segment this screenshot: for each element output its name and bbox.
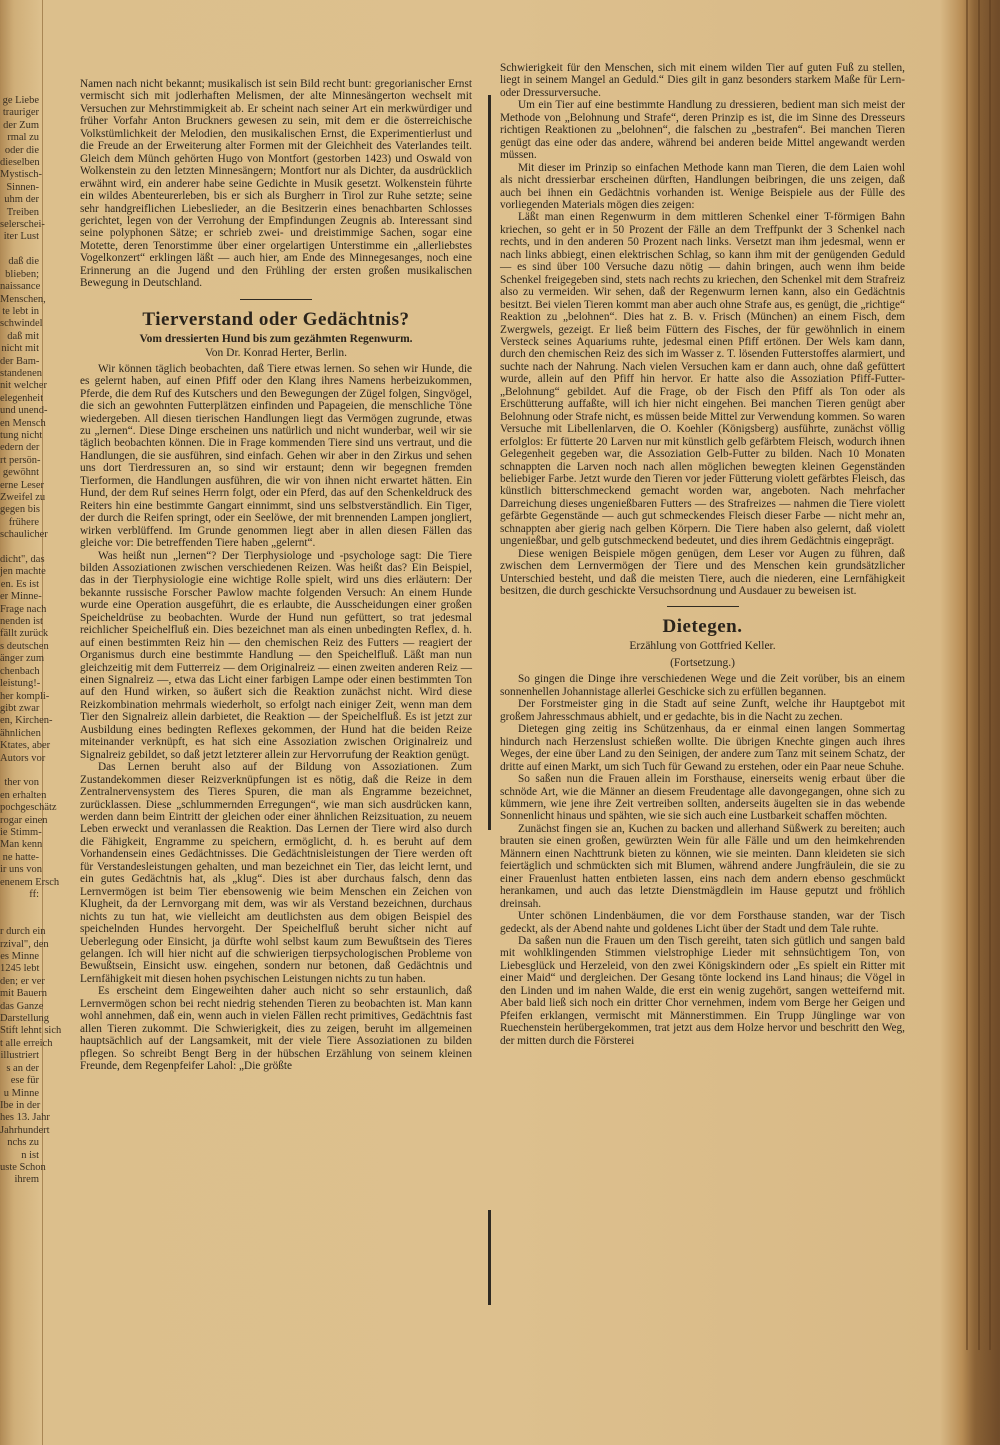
margin-fragment: oder die — [4, 144, 39, 156]
margin-fragment: u Minne — [3, 1087, 39, 1099]
article-paragraph: Um ein Tier auf eine bestimmte Handlung zu dressieren, bedient man sich meist der Methode von „Belohnung und Strafe“, deren Prinzip es ist, die im Sinne des Dresseurs richtigen Reaktionen zu „belohnen“, die falschen zu „bestrafen“. Bei manchen Tieren genügt das eine oder das andere, während bei anderen beide Mittel angewandt werden müssen. — [500, 99, 905, 162]
margin-fragment: en, Kirchen- — [0, 715, 53, 727]
margin-fragment: rt persön- — [0, 454, 41, 466]
margin-fragment: en. Es ist — [0, 578, 39, 590]
page-edge — [966, 0, 968, 1350]
margin-fragment: iter Lust — [3, 231, 39, 243]
story-continuation-note: (Fortsetzung.) — [670, 657, 735, 670]
margin-fragment: schaulicher — [0, 529, 48, 541]
margin-fragment: en Mensch — [0, 417, 46, 429]
margin-fragment: Mystisch- — [0, 169, 42, 181]
article-byline: Von Dr. Konrad Herter, Berlin. — [204, 346, 348, 359]
margin-fragment: Darstellung — [0, 1013, 49, 1025]
article-paragraph: Es erscheint dem Eingeweihten daher auch nicht so sehr erstaunlich, daß Lernvermögen schon bei recht niedrig stehenden Tieren zu beobachten ist. Man kann wohl annehmen, daß ein, wenn auch in vielen Fällen recht primitives, Gedächtnis fast allen Tieren zukommt. Die Schwierigkeit, dies zu zeigen, beruht im allgemeinen hauptsächlich auf der Langsamkeit, mit der viele Tiere Assoziationen zu bilden pflegen. So schreibt Bengt Berg in der hübschen Erzählung von seinem kleinen Freunde, dem Regenpfeifer Lahol: „Die größte — [80, 985, 472, 1073]
story-paragraph: Zunächst fingen sie an, Kuchen zu backen und allerhand Süßwerk zu bereiten; auch brauten sie einen großen, gewürzten Wein für alle Fälle und um den heimkehrenden Männern einen Nachttrunk bieten zu können, wie sie meinten. Dann kleideten sie sich feiertäglich und schmückten sich mit Blumen, während andere Jungfräulein, die sie zu einer Frauenlust hatten entbieten lassen, eins nach dem andern ebenso geschmückt herankamen, und auch das letzte Dienstmägdlein im Hause geputzt und fröhlich dreinsah. — [500, 822, 905, 910]
column-rule — [488, 95, 491, 830]
margin-fragment — [0, 901, 42, 913]
margin-fragment: Jahrhundert — [0, 1124, 50, 1136]
margin-fragment — [0, 765, 42, 777]
left-column — [80, 78, 472, 1073]
margin-fragment: dicht", das — [0, 554, 45, 566]
margin-fragment: leistung!- — [0, 678, 41, 690]
margin-fragment: daß mit — [7, 330, 39, 342]
story-title: Dietegen. — [662, 616, 743, 638]
story-paragraph: Dietegen ging zeitig ins Schützenhaus, da er einmal einen langen Sommertag hindurch nach Herzenslust schießen wollte. Die übrigen Knechte gingen auch ihres Weges, der eine über Land zu den Seinigen, der andere zum Tanz mit seinem Schatz, der dritte auf einen Markt, um sich Tuch für Gewand zu erstehen, oder ein Paar neue Schuhe. — [500, 723, 905, 773]
margin-fragment: selerschei- — [0, 219, 45, 231]
margin-fragment — [0, 542, 42, 554]
margin-fragment: nicht mit — [1, 343, 39, 355]
margin-fragment: hes 13. Jahr — [0, 1112, 50, 1124]
margin-fragment: daß die — [8, 256, 39, 268]
margin-fragment: änger zum — [0, 653, 45, 665]
separator-line — [240, 299, 312, 300]
article-paragraph: Das Lernen beruht also auf der Bildung von Assoziationen. Zum Zustandekommen dieser Reizverknüpfungen ist es nötig, daß die Reize in dem Zentralnervensystem des Tieres Spuren, die man als Engramme bezeichnet, zurücklassen. Diese „schlummernden Erregungen“, wie man sich ausdrücken kann, werden dann beim Eintritt der gleichen oder einer ähnlichen Reizsituation, zu neuem Leben erweckt und veranlassen die Reaktion. Das Lernen der Tiere wird also durch die Fähigkeit, Engramme zu speichern, ermöglicht, d. h. es beruht auf dem Vorhandensein eines Gedächtnisses. Die Gedächtnisleistungen der Tiere werden oft für Verstandesleistungen gehalten, und man bezeichnet ein Tier, das leicht lernt, und ein gutes Gedächtnis hat, als „klug“. Dies ist aber durchaus falsch, denn das Lernvermögen ist beim Tier ebensowenig wie beim Menschen ein Zeichen von Klugheit, da der Lernvorgang mit dem, was wir als Verstand bezeichnen, durchaus nichts zu tun hat, wie vielleicht am deutlichsten aus dem obigen Beispiel des speichelnden Hundes hervorgeht. Der Speichelfluß beruht sicher nicht auf Ueberlegung oder Einsicht, ja dürfte wohl selbst kaum zum Bewußtsein des Tieres gelangen. Ich will hier nicht auf die schwierigen tierpsychologischen Probleme von Bewußtsein, Einsicht usw. eingehen, sondern nur betonen, daß Gedächtnis und Lernfähigkeit mit diesen hohen psychischen Leistungen nichts zu tun haben. — [80, 761, 472, 985]
margin-fragment: uhm der — [4, 194, 39, 206]
margin-fragment: chenbach — [0, 665, 40, 677]
margin-fragment: Zweifel zu — [0, 492, 46, 503]
margin-fragment: erne Leser — [0, 479, 45, 491]
margin-fragment: elegenheit — [0, 392, 44, 404]
separator-line — [667, 606, 739, 607]
margin-fragment: edern der — [0, 442, 40, 454]
margin-fragment: enenem Ersch — [0, 876, 60, 888]
previous-page-margin — [0, 0, 62, 1445]
article-paragraph: Läßt man einen Regenwurm in dem mittleren Schenkel einer T-förmigen Bahn kriechen, so geht er in 50 Prozent der Fälle an dem Treffpunkt der 3 Schenkel nach rechts, und in den anderen 50 Prozent nach links. Versetzt man ihm jedesmal, wenn er nach links abbiegt, einen elektrischen Schlag, so kann ihm mit der genügenden Geduld — es sind über 100 Versuche dazu nötig — dahin bringen, auch wenn ihm beide Schenkel freigegeben sind, stets nach rechts zu kriechen, den Schenkel mit dem Strafreiz also zu vermeiden. Wir sehen, daß der Regenwurm lernen kann, also ein Gedächtnis besitzt. Bei vielen Tieren kommt man aber auch ohne Strafe aus, es genügt, die „richtige“ Reaktion zu „belohnen“. Dies hat z. B. v. Frisch (München) an einem Fisch, dem Zwergwels, gezeigt. Er ließ beim Füttern des Fisches, der für gewöhnlich in einem Versteck seines Aquariums ruhte, jedesmal einen Pfiff ertönen. Der Wels kam dann, durch den chemischen Reiz des sich im Wasser z. T. lösenden Futterstoffes alarmiert, und suchte nach der Nahrung. Nach vielen Versuchen kam er dann auch, ohne daß gefüttert wurde, allein auf den Pfiff hin hervor. Er hatte also die Assoziation Pfiff-Futter-„Belohnung“ gebildet. Auf die Frage, ob der Fisch den Pfiff als Ton oder als Erschütterung auffaßte, will ich hier nicht eingehen. Bei manchen Tieren genügt aber Belohnung oder Strafe nicht, es müssen beide Mittel zur Verwendung kommen. So waren Versuche mit Libellenlarven, die O. Koehler (Königsberg) ausführte, zunächst völlig erfolglos: Er fütterte 20 Larven nur mit künstlich gelb gefärbtem Fleisch, wodurch ihnen Gelegenheit gegeben war, die Assoziation Gelb-Futter zu bilden. Nach 10 Monaten schnappten die Larven noch nach allen möglichen bewegten kleinen Gegenständen beliebiger Farbe. Jetzt wurde den Tieren vor jeder Fütterung violett gefärbtes Fleisch, das künstlich bitterschmeckend gemacht worden war, angeboten. Nach mehrfacher Darreichung dieses ungenießbaren Futters — des Strafreizes — nahmen die Tiere violett gefärbte Gegenstände — auch gut schmeckendes Fleisch dieser Farbe — nicht mehr an, schnappten aber gierig nach gelben Körpern. Die Tiere haben also gelernt, daß violett ungenießbar, und gelb gutschmeckend bedeutet, und dies ihrem Gedächtnis eingeprägt. — [500, 211, 905, 548]
story-paragraph: Unter schönen Lindenbäumen, die vor dem Forsthause standen, war der Tisch gedeckt, als der Abend nahte und goldenes Licht über der Stadt und dem Tale ruhte. — [500, 910, 905, 935]
margin-fragment: ähnlichen — [0, 727, 41, 739]
margin-fragment: ese für — [10, 1075, 39, 1087]
margin-fragment: uste Schon — [0, 1161, 46, 1173]
margin-fragment: Ibe in der — [0, 1099, 41, 1111]
page-edge — [978, 0, 980, 1350]
margin-fragment: fällt zurück — [0, 628, 49, 640]
margin-fragment: te lebt in — [2, 305, 39, 317]
margin-fragment: nchs zu — [7, 1137, 39, 1149]
margin-fragment: ie Stimm- — [0, 826, 42, 838]
margin-fragment: Man kenn — [0, 839, 43, 851]
margin-fragment: n ist — [21, 1149, 39, 1161]
margin-fragment: illustriert — [0, 1050, 39, 1062]
margin-fragment: Treiben — [6, 206, 39, 218]
margin-fragment: ir uns von — [0, 864, 42, 876]
margin-fragment: der Zum — [3, 119, 39, 131]
margin-fragment: r durch ein — [0, 926, 46, 938]
margin-fragment: Stift lehnt sich — [0, 1025, 62, 1037]
margin-fragment: Autors vor — [0, 752, 46, 764]
article-title: Tierverstand oder Gedächtnis? — [142, 308, 410, 330]
story-paragraph: Da saßen nun die Frauen um den Tisch gereiht, taten sich gütlich und sangen bald mit wohlklingenden Stimmen vielstrophige Lieder mit sehnsüchtigem Ton, von Liebesglück und Herzeleid, von den zwei Königskindern oder „Es spielt ein Ritter mit einer Maid“ und dergleichen. Der Gesang tönte lockend ins Land hinaus; die Vögel in den Linden und im nahen Walde, die erst ein wenig zugehört, sangen wetteifernd mit. Aber bald ließ sich noch ein dritter Chor vernehmen, indem vom Berge her Geigen und Pfeifen erklangen, vermischt mit Männerstimmen. Ein Trupp Jünglinge war von Ruechenstein herübergekommen, trat jetzt aus dem Holze hervor und beschritt den Weg, der mitten durch die Försterei — [500, 935, 905, 1047]
margin-fragment: ff: — [29, 889, 39, 900]
margin-fragment — [0, 914, 42, 926]
margin-fragment: trauriger — [2, 107, 39, 119]
margin-fragment: 1245 lebt — [0, 963, 40, 975]
margin-fragment: nit welcher — [0, 380, 47, 392]
margin-fragment: ge Liebe — [2, 95, 39, 106]
page-edge — [989, 0, 991, 1350]
margin-fragment: nenden ist — [0, 616, 43, 628]
column-rule — [488, 1210, 491, 1305]
story-paragraph: So gingen die Dinge ihre verschiedenen Wege und die Zeit vorüber, bis an einem sonnenhellen Johannistage allerlei Geschicke sich zu erfüllen begannen. — [500, 673, 905, 698]
margin-fragment: und unend- — [0, 405, 48, 417]
article-paragraph: Wir können täglich beobachten, daß Tiere etwas lernen. So sehen wir Hunde, die es gelernt haben, auf einen Pfiff oder den Klang ihres Namens herbeizukommen, Pferde, die dem Ruf des Kutschers und den Bewegungen der Zügel folgen, Singvögel, die sich an gewohnten Futterplätzen einfinden und Papageien, die menschliche Töne wiedergeben. All diesen tierischen Handlungen liegt das Vermögen zugrunde, etwas zu „lernen“. Diese Dinge erscheinen uns natürlich und nicht wunderbar, weil wir sie täglich beobachten können. Die in Frage kommenden Tiere sind uns vertraut, und die Handlungen, die sie ausführen, sind einfach. Gehen wir aber in den Zirkus und sehen uns dort Tierdressuren an, so sind wir erstaunt; denn wir begegnen fremden Tierformen, die Handlungen ausführen, die wir von ihnen nicht erwartet hätten. Ein Hund, der dem Ruf seines Herrn folgt, oder ein Pferd, das auf den Schenkeldruck des Reiters hin eine bestimmte Gangart einnimmt, sind uns selbstverständlich. Ein Tiger, der durch die Reifen springt, oder ein Seelöwe, der mit brennenden Lampen jongliert, wirken verblüffend. Im Grunde genommen liegt aber in allen diesen Fällen das gleiche vor: Die betreffenden Tiere haben „gelernt“. — [80, 362, 472, 550]
margin-fragment: Frage nach — [0, 603, 47, 615]
margin-fragment — [0, 244, 42, 256]
margin-fragment: s deutschen — [0, 640, 49, 652]
margin-fragment: ihrem — [14, 1174, 39, 1186]
margin-fragment: t alle erreich — [0, 1037, 53, 1049]
margin-fragment: das Ganze — [0, 1000, 44, 1012]
margin-fragment: ther von — [4, 777, 39, 789]
margin-fragment: her kompli- — [0, 690, 50, 702]
article-paragraph: Schwierigkeit für den Menschen, sich mit einem wilden Tier auf guten Fuß zu stellen, liegt in seinem Mangel an Geduld.“ Dies gilt in ganz besonders starkem Maße für Lern- oder Dressurversuche. — [500, 62, 905, 99]
margin-fragment: der Bam- — [0, 355, 40, 367]
margin-fragment: standenen — [0, 367, 42, 379]
story-paragraph: Der Forstmeister ging in die Stadt auf seine Zunft, welche ihr Hauptgebot mit großem Jahresschmaus abhielt, und er gedachte, bis in die Nacht zu zechen. — [500, 698, 905, 723]
margin-fragment: dieselben — [0, 157, 40, 169]
margin-fragment: pochgeschätz — [0, 802, 57, 814]
margin-fragment: rmal zu — [7, 132, 39, 144]
margin-fragment: jen machte — [0, 566, 46, 578]
margin-fragment: schwindel — [0, 318, 43, 330]
margin-fragment: Sinnen- — [6, 181, 39, 193]
margin-fragment: frühere — [8, 516, 39, 528]
margin-fragment: gibt zwar — [0, 702, 40, 714]
margin-fragment: Ktates, aber — [0, 740, 51, 752]
margin-fragment: mit Bauern — [0, 988, 47, 1000]
margin-fragment: er Minne- — [0, 591, 42, 603]
margin-fragment: ne hatte- — [2, 851, 39, 863]
article-paragraph: Was heißt nun „lernen“? Der Tierphysiologe und -psychologe sagt: Die Tiere bilden Assoziationen zwischen verschiedenen Reizen. Was heißt das? Ein Beispiel, das in der Tierphysiologie eine wichtige Rolle spielt, wird uns dies erläutern: Der bekannte russische Forscher Pawlow machte folgenden Versuch: An einem Hunde wurde eine Operation ausgeführt, die es erlaubte, die Ausscheidungen einer großen Speicheldrüse zu beobachten. Wurde der Hund nun gefüttert, so trat jedesmal reichlicher Speichelfluß ein. Dies bezeichnet man als einen unbedingten Reflex, d. h. auf einen bestimmten Reiz hin — den chemischen Reiz des Futters — reagiert der Organismus durch eine bestimmte Handlung — den Speichelfluß. Läßt man nun gleichzeitig mit dem Futterreiz — dem Originalreiz — einen zweiten anderen Reiz — einen Signalreiz —, etwa das Licht einer farbigen Lampe oder einen bestimmten Ton auf den Hund wirken, so äußert sich die Reaktion zunächst nicht. Wird diese Reizkombination mehrmals wiederholt, so erfolgt nach einiger Zeit, wenn man dem Tier den Signalreiz allein darbietet, die Reaktion — der Speichelfluß. Es ist jetzt zur Ausbildung eines bedingten Reflexes gekommen, der Hund hat die beiden Reize miteinander verknüpft, es hat sich eine Assoziation zwischen Originalreiz und Signalreiz gebildet, so daß jetzt letzterer allein zur Hervorrufung der Reaktion genügt. — [80, 549, 472, 761]
article-paragraph: Diese wenigen Beispiele mögen genügen, dem Leser vor Augen zu führen, daß zwischen dem Lernvermögen der Tiere und des Menschen kein grundsätzlicher Unterschied besteht, und daß die meisten Tiere, auch die niederen, eine Lernfähigkeit besitzen, die durch geschickte Versuchsordnung und Ausdauer zu beweisen ist. — [500, 547, 905, 598]
article-paragraph: Mit dieser im Prinzip so einfachen Methode kann man Tieren, die dem Laien wohl als nicht dressierbar erscheinen dürften, Handlungen beibringen, die uns zeigen, daß auch bei ihnen ein Gedächtnis vorhanden ist. Wenige Beispiele aus der Fülle des vorliegenden Materials mögen dies zeigen: — [500, 161, 905, 211]
margin-fragment: den; er ver — [0, 975, 45, 987]
margin-fragment: rogar einen — [0, 814, 48, 826]
margin-fragment: s an der — [6, 1062, 39, 1074]
margin-fragment: es Minne — [0, 951, 39, 963]
previous-article-ending: Namen nach nicht bekannt; musikalisch ist sein Bild recht bunt: gregorianischer Ernst vermischt sich mit jodlerhaften Melismen, der alte Minnesängerton wechselt mit Versuchen zur Mehrstimmigkeit ab. Er scheint nach seiner Art ein merkwürdiger und früher Vorfahr Anton Bruckners gewesen zu sein, mit dem er die österreichische Volkstümlichkeit der Melodien, den musikalischen Ernst, die Experimentierlust und die Freude an der Erweiterung alter Formen mit der Gleichheit des Vaterlandes teilt. Gleich dem Münch gehörten Hugo von Montfort (gestorben 1423) und Oswald von Wolkenstein zu den letzten Minnesängern; Montfort nur als Dichter, da ausdrücklich erwähnt wird, ein anderer habe seine Gedichte in Musik gesetzt. Wolkenstein führte ein wildes Abenteurerleben, bis er sich als Burgherr in Tirol zur Ruhe setzte; seine sehr handgreiflichen Liebeslieder, an die Besitzerin eines benachbarten Schlosses gerichtet, legen von der Verrohung der Empfindungen Zeugnis ab. Interessant sind seine polyphonen Sätze; er schrieb zwei- und dreistimmige Sachen, sogar eine Motette, deren Tenorstimme über einer orgelartigen Unterstimme ein „allerliebstes Vogelkonzert“ erklingen läßt — auch hier, am Ende des Minnegesanges, noch eine Erinnerung an die Jugend und den Frühling der ersten großen musikalischen Bewegung in Deutschland. — [80, 78, 472, 290]
margin-fragment: tung nicht — [0, 429, 43, 441]
margin-fragment: Menschen, — [0, 293, 46, 305]
article-subtitle: Vom dressierten Hund bis zum gezähmten Regenwurm. — [139, 332, 413, 345]
margin-fragment: gegen bis — [0, 504, 40, 516]
margin-fragment: naissance — [0, 281, 41, 293]
margin-fragment: en erhalten — [0, 789, 47, 801]
margin-fragment: rzival", den — [0, 938, 49, 950]
right-column — [500, 62, 905, 1047]
story-byline: Erzählung von Gottfried Keller. — [629, 640, 776, 653]
margin-fragment: blieben; — [5, 268, 39, 280]
margin-fragment: gewöhnt — [2, 467, 39, 479]
story-paragraph: So saßen nun die Frauen allein im Forsthause, einerseits wenig erbaut über die schnöde Art, wie die Männer an diesem Freudentage alle davongegangen, ohne sich zu kümmern, wie jene ihre Zeit vertreiben sollten, anderseits äugelten sie in das webende Sonnenlicht hinaus und spähten, wie sie sich auch eine Lustbarkeit schaffen möchten. — [500, 773, 905, 823]
